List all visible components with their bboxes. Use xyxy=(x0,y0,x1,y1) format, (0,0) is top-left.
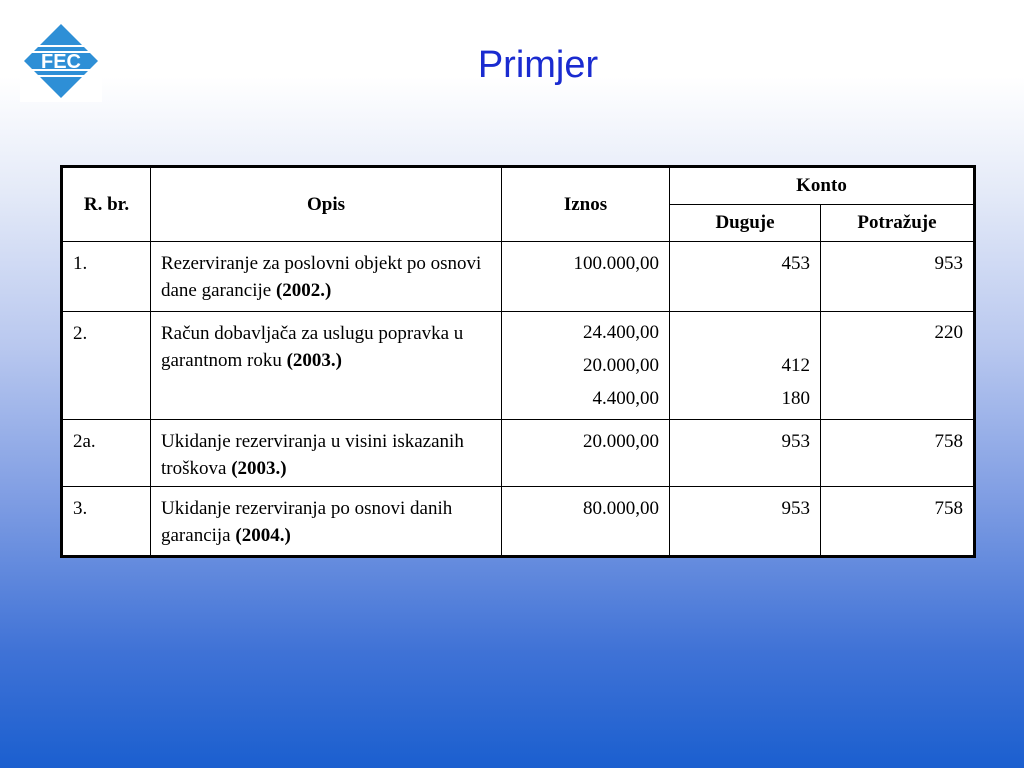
logo-text: FEC xyxy=(41,51,81,73)
row-number: 1. xyxy=(62,242,151,312)
header-rbr: R. br. xyxy=(62,167,151,242)
row-debit: 953 xyxy=(670,487,821,557)
row-debit: 953 xyxy=(670,420,821,487)
row-description: Račun dobavljača za uslugu popravka u garantnom roku (2003.) xyxy=(151,312,502,420)
row-amount: 24.400,00 20.000,00 4.400,00 xyxy=(502,312,670,420)
header-iznos: Iznos xyxy=(502,167,670,242)
row-amount: 20.000,00 xyxy=(502,420,670,487)
row-number: 2a. xyxy=(62,420,151,487)
row-credit: 220 xyxy=(821,312,975,420)
table-row xyxy=(62,242,975,312)
header-potrazuje: Potražuje xyxy=(821,205,975,242)
row-description: Ukidanje rezerviranja u visini iskazanih troškova (2003.) xyxy=(151,420,502,487)
table-row xyxy=(62,312,975,420)
header-konto: Konto xyxy=(670,167,975,205)
row-amount: 80.000,00 xyxy=(502,487,670,557)
header-duguje: Duguje xyxy=(670,205,821,242)
row-debit: 412 180 xyxy=(670,312,821,420)
ledger-table xyxy=(60,165,976,558)
row-description: Ukidanje rezerviranja po osnovi danih garancija (2004.) xyxy=(151,487,502,557)
row-credit: 953 xyxy=(821,242,975,312)
row-credit: 758 xyxy=(821,420,975,487)
row-description: Rezerviranje za poslovni objekt po osnovi dane garancije (2002.) xyxy=(151,242,502,312)
row-number: 2. xyxy=(62,312,151,420)
table-row xyxy=(62,420,975,487)
slide-title: Primjer xyxy=(477,44,599,86)
row-credit: 758 xyxy=(821,487,975,557)
row-amount: 100.000,00 xyxy=(502,242,670,312)
table-row xyxy=(62,487,975,557)
header-opis: Opis xyxy=(151,167,502,242)
row-debit: 453 xyxy=(670,242,821,312)
row-number: 3. xyxy=(62,487,151,557)
